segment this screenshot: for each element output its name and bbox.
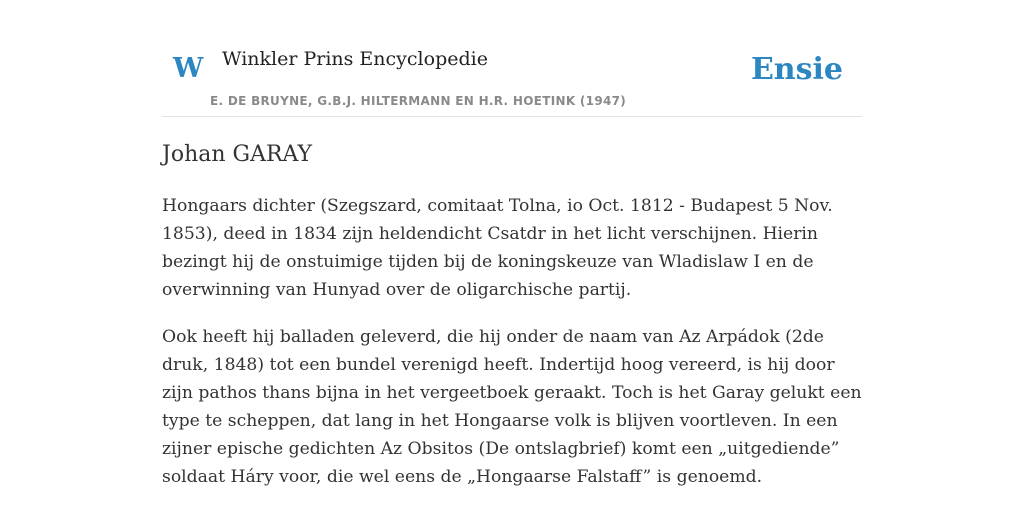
encyclopedia-logo[interactable]: W <box>173 53 204 84</box>
source-title[interactable]: Winkler Prins Encyclopedie <box>222 48 488 70</box>
page <box>162 0 862 487</box>
article-paragraph-2: Ook heeft hij balladen geleverd, die hij onder de naam van Az Arpádok (2de druk, 1848) tot een bundel verenigd heeft. Indertijd hoog vereerd, is hij door zijn pathos thans bijna in het vergeetboek geraakt. Toch is het Garay gelukt een type te scheppen, dat lang in het Hongaarse volk is blijven voortleven. In een zijner epische gedichten Az Obsitos (De ontslagbrief) komt een „uitgediende” soldaat Háry voor, die wel eens de „Hongaarse Falstaff” is genoemd. <box>162 327 862 487</box>
ensie-logo[interactable]: Ensie <box>750 52 843 87</box>
site-header <box>162 0 862 117</box>
source-authors: E. DE BRUYNE, G.B.J. HILTERMANN EN H.R. HOETINK (1947) <box>210 94 627 108</box>
article-paragraph-1: Hongaars dichter (Szegszard, comitaat Tolna, io Oct. 1812 - Budapest 5 Nov. 1853), deed in 1834 zijn heldendicht Csatdr in het licht verschijnen. Hierin bezingt hij de onstuimige tijden bij de koningskeuze van Wladislaw I en de overwinning van Hunyad over de oligarchische partij. <box>162 196 833 300</box>
article-title: Johan GARAY <box>162 142 313 167</box>
